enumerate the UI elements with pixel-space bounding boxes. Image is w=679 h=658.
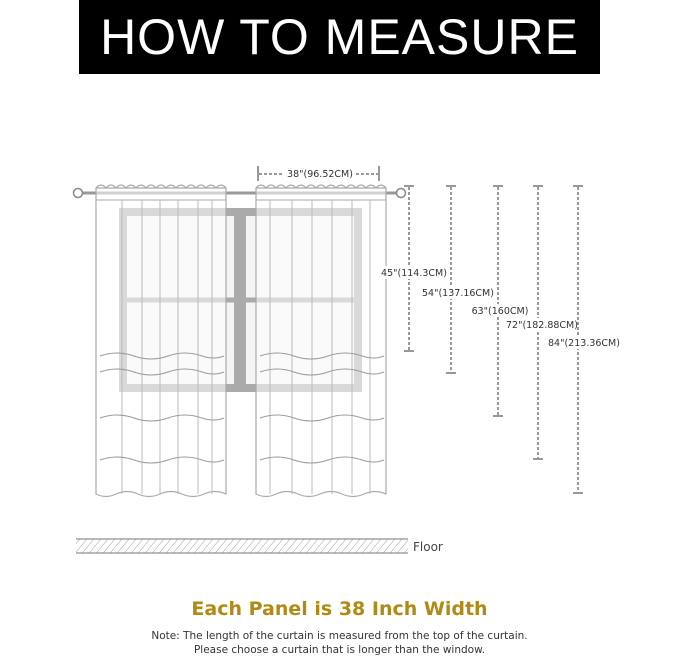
length-label-54: 54"(137.16CM) [422,288,494,299]
measure-note [0,629,679,657]
note-line-2: Please choose a curtain that is longer than the window. [193,644,486,656]
floor-label: Floor [413,540,443,554]
length-label-72: 72"(182.88CM) [506,320,578,331]
length-dimension-63 [472,186,529,416]
floor [76,539,443,554]
length-dimension-54 [422,186,494,373]
note-line-1: Note: The length of the curtain is measured from the top of the curtain. [151,630,528,642]
page-title: HOW TO MEASURE [100,9,579,65]
length-label-63: 63"(160CM) [471,306,529,317]
curtain-panel-right [256,185,386,497]
length-dimension-45 [381,186,447,351]
panel-width-headline: Each Panel is 38 Inch Width [191,598,488,620]
length-label-45: 45"(114.3CM) [381,268,447,279]
length-dimension-72 [506,186,578,459]
length-label-84: 84"(213.36CM) [548,338,620,349]
panel-width-label: 38"(96.52CM) [287,169,353,180]
width-dimension [258,166,379,181]
length-dimension-84 [548,186,620,493]
curtain-panel-left [96,185,226,497]
